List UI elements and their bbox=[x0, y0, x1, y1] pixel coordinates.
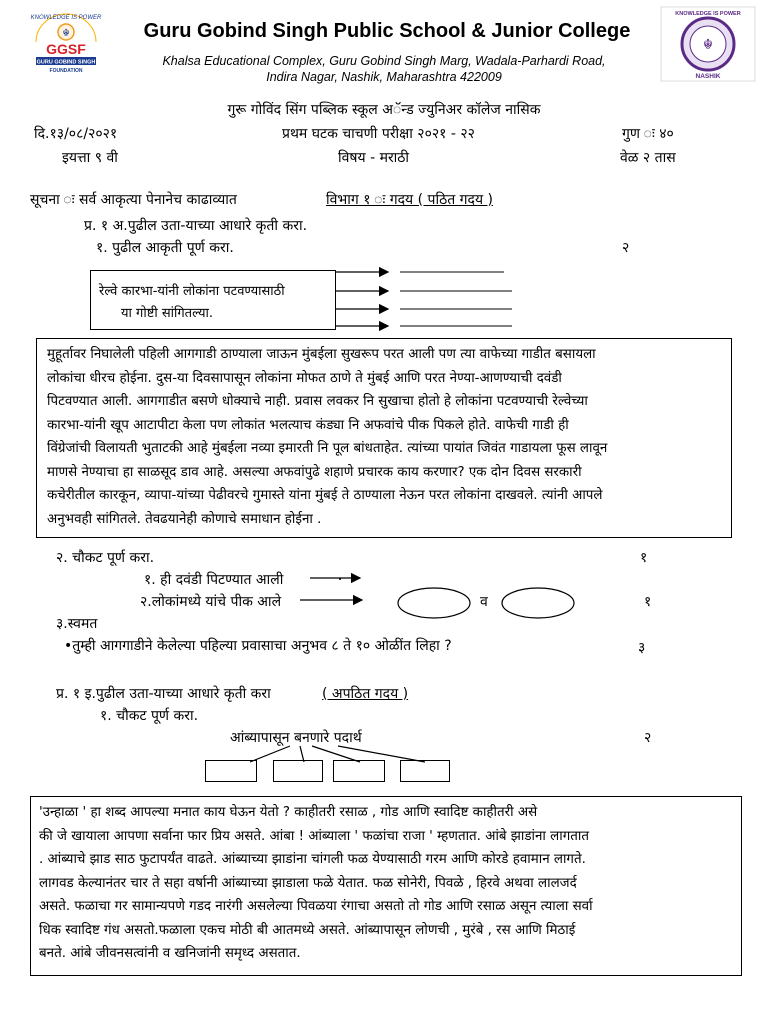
exam-marks: गुण ः ४० bbox=[622, 126, 674, 142]
answer-oval-1 bbox=[396, 586, 476, 622]
passage1-text bbox=[47, 343, 607, 531]
school-address-line2: Indira Nagar, Nashik, Maharashtra 422009 bbox=[266, 70, 502, 84]
logo-left-motto: KNOWLEDGE IS POWER bbox=[30, 15, 102, 21]
passage1-line: लोकांचा धीरच होईना. दुस-या दिवसापासून लोकांना मोफत ठाणे ते मुंबई आणि परत नेण्या-आणण्याची दवंडी bbox=[47, 370, 562, 386]
logo-left-name: GURU GOBIND SINGH bbox=[36, 59, 96, 66]
q2-and: व bbox=[480, 594, 488, 610]
passage2-line: बनते. आंबे जीवनसत्वांनी व खनिजांनी समृध्द असतात. bbox=[39, 946, 301, 961]
passage2-line: लागवड केल्यानंतर चार ते सहा वर्षानी आंब्याच्या झाडाला फळे येतात. फळ सोनेरी, पिवळे , हिरवे अथवा लालजर्द bbox=[39, 875, 577, 891]
school-name-english: Guru Gobind Singh Public School & Junior College bbox=[143, 20, 631, 42]
exam-class: इयत्ता ९ वी bbox=[62, 150, 118, 166]
q1-instruction: १. पुढील आकृती पूर्ण करा. bbox=[96, 240, 234, 256]
answer-oval-2 bbox=[500, 586, 580, 622]
diagram1-line2: या गोष्टी सांगितल्या. bbox=[121, 306, 214, 321]
passage1-line: कारभा-यांनी खूप आटापीटा केला पण लोकांत भलत्याच कंड्या नि अफवांचे पीक पिकले होते. वाफेची गाडी ही bbox=[47, 417, 569, 433]
school-address-line1: Khalsa Educational Complex, Guru Gobind Singh Marg, Wadala-Parhardi Road, bbox=[162, 54, 606, 68]
passage1-line: कचेरीतील कारकून, व्यापा-यांच्या पेढीवरचे गुमास्ते यांना मुंबई ते ठाण्याला नेऊन परत लोकांना दाखवले. त्यांनी आपले bbox=[47, 488, 603, 503]
svg-text:☬: ☬ bbox=[62, 28, 70, 39]
passage1-line: माणसे नेण्याचा हा साळसूद डाव आहे. असल्या अफवांपुढे शहाणे प्रचारक काय करणार? एक दोन दिवस सरकारी bbox=[47, 464, 582, 480]
passage1-box bbox=[36, 338, 732, 538]
q3-marks: ३ bbox=[638, 640, 646, 656]
passage2-text bbox=[39, 801, 593, 966]
passage2-box bbox=[30, 796, 742, 976]
exam-time: वेळ २ तास bbox=[620, 150, 676, 166]
diagram1-box bbox=[90, 270, 336, 330]
q2b-arrow bbox=[300, 592, 370, 608]
q1i-type: ( अपठित गदय ) bbox=[322, 686, 409, 702]
answer-box-1 bbox=[205, 760, 257, 782]
logo-right-city: NASHIK bbox=[695, 73, 721, 80]
logo-right-motto: KNOWLEDGE IS POWER bbox=[675, 11, 741, 17]
answer-box-3 bbox=[333, 760, 385, 782]
diagram1-line1: रेल्वे कारभा-यांनी लोकांना पटवण्यासाठी bbox=[99, 284, 285, 299]
q1-marks: २ bbox=[622, 240, 630, 256]
mango-diagram-label: आंब्यापासून बनणारे पदार्थ bbox=[230, 730, 362, 746]
q1i-instruction: १. चौकट पूर्ण करा. bbox=[100, 708, 199, 724]
instructions: सूचना ः सर्व आकृत्या पेनानेच काढाव्यात bbox=[30, 192, 237, 208]
exam-subject: विषय - मराठी bbox=[338, 150, 410, 166]
school-name-marathi: गुरू गोविंद सिंग पब्लिक स्कूल अॅन्ड ज्युनिअर कॉलेज नासिक bbox=[227, 102, 541, 118]
logo-left-sub: FOUNDATION bbox=[49, 68, 83, 74]
q2-item-a: १. ही दवंडी पिटण्यात आली bbox=[144, 572, 284, 588]
answer-box-2 bbox=[273, 760, 323, 782]
q3-heading: ३.स्वमत bbox=[56, 616, 98, 632]
exam-title: प्रथम घटक चाचणी परीक्षा २०२१ - २२ bbox=[282, 126, 475, 142]
logo-left-abbr: GGSF bbox=[46, 41, 86, 57]
passage1-line: अनुभवही सांगितले. तेवढयानेही कोणाचे समाधान होईना . bbox=[47, 511, 322, 527]
q2-heading: २. चौकट पूर्ण करा. bbox=[56, 550, 155, 566]
q2-item-b: २.लोकांमध्ये यांचे पीक आले bbox=[140, 594, 282, 610]
q2a-arrow bbox=[310, 570, 370, 586]
q2b-marks: १ bbox=[644, 594, 652, 610]
passage2-line: धिक स्वादिष्ट गंध असतो.फळाला एकच मोठी बी आतमध्ये असते. आंब्यापासून लोणची , मुरंबे , रस आणि मिठाई bbox=[39, 922, 576, 938]
passage2-line: की जे खायाला आपणा सर्वाना फार प्रिय असते. आंबा ! आंब्याला ' फळांचा राजा ' म्हणतात. आंबे झाडांना लागतात bbox=[39, 828, 589, 844]
diagram1-arrows bbox=[336, 264, 516, 334]
passage2-line: . आंब्याचे झाड साठ फुटापर्यंत वाढते. आंब्याच्या झाडांना चांगली फळ येण्यासाठी गरम आणि कोरडे हवामान लागते. bbox=[39, 852, 586, 867]
svg-text:☬: ☬ bbox=[703, 37, 713, 53]
section1-title: विभाग १ ः गदय ( पठित गदय ) bbox=[326, 192, 494, 208]
passage2-line: 'उन्हाळा ' हा शब्द आपल्या मनात काय घेऊन येतो ? काहीतरी रसाळ , गोड आणि स्वादिष्ट काहीतरी असे bbox=[39, 805, 538, 820]
q3-question: •तुम्ही आगगाडीने केलेल्या पहिल्या प्रवासाचा अनुभव ८ ते १० ओळींत लिहा ? bbox=[64, 638, 452, 654]
passage1-line: विंग्रेजांची विलायती भुताटकी आहे मुंबईला नव्या इमारती नि पूल बांधताहेत. त्यांच्या पायांत जिवंत गाडायला फूस लावून bbox=[47, 441, 608, 456]
exam-date: दि.१३/०८/२०२१ bbox=[34, 126, 118, 142]
q1i-marks: २ bbox=[644, 730, 652, 746]
q1a-heading: प्र. १ अ.पुढील उता-याच्या आधारे कृती करा. bbox=[84, 218, 308, 234]
passage1-line: पिटवण्यात आली. आगगाडीत बसणे धोक्याचे नाही. प्रवास लवकर नि सुखाचा होतो हे लोकांना पटवण्याची रेल्वेच्या bbox=[47, 394, 588, 409]
q1i-heading: प्र. १ इ.पुढील उता-याच्या आधारे कृती करा bbox=[56, 686, 271, 702]
answer-box-4 bbox=[400, 760, 450, 782]
q2-marks: १ bbox=[640, 550, 648, 566]
passage1-line: मुहूर्तावर निघालेली पहिली आगगाडी ठाण्याला जाऊन मुंबईला सुखरूप परत आली पण त्या वाफेच्या गाडीत बसायला bbox=[47, 347, 596, 362]
passage2-line: असते. फळाचा गर सामान्यपणे गडद नारंगी असलेल्या पिवळया रंगाचा असतो तो गोड आणि रसाळ असून त्याला सर्वा bbox=[39, 899, 593, 914]
